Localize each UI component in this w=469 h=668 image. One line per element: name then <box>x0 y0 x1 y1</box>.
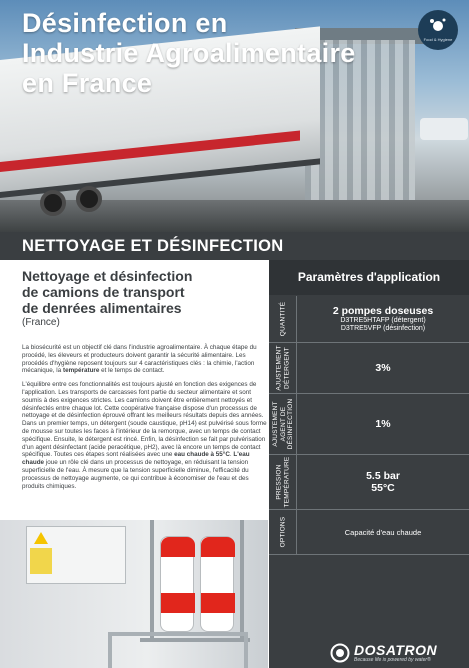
steel-frame <box>108 632 248 668</box>
text-run: . <box>229 451 234 459</box>
label-line: AJUSTEMENT <box>275 345 282 391</box>
hygiene-icon <box>428 16 448 36</box>
label-line: DÉSINFECTION <box>286 398 294 450</box>
truck-wheel <box>76 186 102 212</box>
cabinet-label <box>30 548 52 574</box>
param-value-main: Capacité d'eau chaude <box>344 527 422 537</box>
label-line: PRESSION <box>275 464 282 500</box>
paragraph <box>22 381 268 490</box>
paragraph <box>22 344 268 375</box>
brand-tagline: Because life is powered by water® <box>354 657 431 663</box>
param-label-text: OPTIONS <box>278 516 286 548</box>
param-value <box>297 510 469 554</box>
label-line: AGENT DE <box>278 406 286 442</box>
label-line: AJUSTEMENT <box>271 401 279 447</box>
hero-photo <box>0 0 469 232</box>
param-row-disinfection <box>269 394 469 454</box>
param-label <box>269 296 297 342</box>
pipe <box>240 520 244 640</box>
emphasis: eau chaude à 55°C <box>174 451 230 459</box>
pump-installation-photo <box>0 520 268 668</box>
hero-title <box>22 8 402 98</box>
emphasis: température <box>62 367 100 375</box>
dosing-pump <box>200 536 234 632</box>
hero-title-line: Désinfection en <box>22 8 228 38</box>
article-location: (France) <box>22 317 60 328</box>
param-value-sub: D3TRE5HTAFP (détergent) <box>340 317 426 324</box>
param-label-text <box>275 345 290 390</box>
param-value <box>297 343 469 393</box>
headline-line: de denrées alimentaires <box>22 300 182 316</box>
pipe <box>150 520 154 640</box>
param-label <box>269 394 297 454</box>
param-value-sub: D3TRE5VFP (désinfection) <box>340 325 426 332</box>
headline-line: Nettoyage et désinfection <box>22 268 193 284</box>
param-label <box>269 343 297 393</box>
food-hygiene-badge <box>418 10 458 50</box>
wash-bay-floor <box>0 200 469 232</box>
parameters-title: Paramètres d'application <box>269 260 469 295</box>
param-value-main: 2 pompes doseuses <box>332 305 434 317</box>
article-body <box>22 344 268 496</box>
param-label-text <box>271 399 294 450</box>
article-headline <box>22 268 268 316</box>
text-run: joue un rôle clé dans un processus de nettoyage, en réduisant la tension superficielle de l'eau. À mesure que la tension superficielle diminue, l'efficacité du processus de nettoyage augmente, ce qui contribue à économiser de l'eau et des produits chimiques. <box>22 459 249 490</box>
param-label <box>269 455 297 509</box>
badge-label: Food & Hygiene <box>423 37 453 42</box>
param-value <box>297 455 469 509</box>
param-value <box>297 296 469 342</box>
dosatron-logo-icon <box>330 643 350 663</box>
param-row-detergent <box>269 343 469 393</box>
param-label <box>269 510 297 554</box>
divider <box>269 554 469 555</box>
param-row-options <box>269 510 469 554</box>
emphasis: L'eau chaude <box>22 451 250 467</box>
param-label-text: QUANTITÉ <box>278 301 286 337</box>
hero-title-line: Industrie Agroalimentaire <box>22 38 356 68</box>
text-run: et le temps de contact. <box>99 367 165 375</box>
param-value-main: 5.5 bar <box>366 470 400 482</box>
section-title: NETTOYAGE ET DÉSINFECTION <box>0 232 469 260</box>
truck-wheel <box>40 190 66 216</box>
parked-cars <box>420 118 468 140</box>
hero-title-line: en France <box>22 68 153 98</box>
param-value-main: 55°C <box>371 482 395 494</box>
dosing-pump <box>160 536 194 632</box>
param-value-main: 3% <box>375 362 391 374</box>
label-line: TEMPÉRATURE <box>282 456 290 508</box>
param-row-pressure-temperature <box>269 455 469 509</box>
dosatron-logo <box>330 642 466 666</box>
param-value <box>297 394 469 454</box>
param-label-text <box>275 457 290 508</box>
text-run: L'équilibre entre ces fonctionnalités est toujours ajusté en fonction des exigences de l'application. Les transports de carcasses font partie du secteur alimentaire et sont soumis à des exigences strictes. Les camions doivent être entièrement nettoyés et désinfectés entre chaque lot. Cette coopérative française dispose d'un processus de nettoyage et de désinfection éprouvé offrant les meilleurs résultats depuis des années. Dans un premier temps, un détergent (soude caustique, pH14) est pulvérisé sous forme de mousse sur toutes les faces à l'intérieur de la remorque, avec un temps de contact spécifique. Ensuite, le détergent est rincé. Enfin, la désinfection se fait par pulvérisation d'un agent désinfectant (acide peracétique, pH2), avec là encore un temps de contact spécifique. Toutes ces étapes sont réalisées avec une <box>22 381 267 459</box>
headline-line: de camions de transport <box>22 284 185 300</box>
param-row-quantity <box>269 296 469 342</box>
text-run: La biosécurité est un objectif clé dans l'industrie agroalimentaire. À chaque étape du procédé, les éleveurs et producteurs doivent garantir la sécurité alimentaire. Les procédés d'hygiène reposent toujours sur 4 caractéristiques clés : la chimie, l'action mécanique, la <box>22 344 257 375</box>
param-value-main: 1% <box>375 418 391 430</box>
label-line: DÉTERGENT <box>282 347 290 389</box>
brand-name: DOSATRON <box>354 642 438 658</box>
